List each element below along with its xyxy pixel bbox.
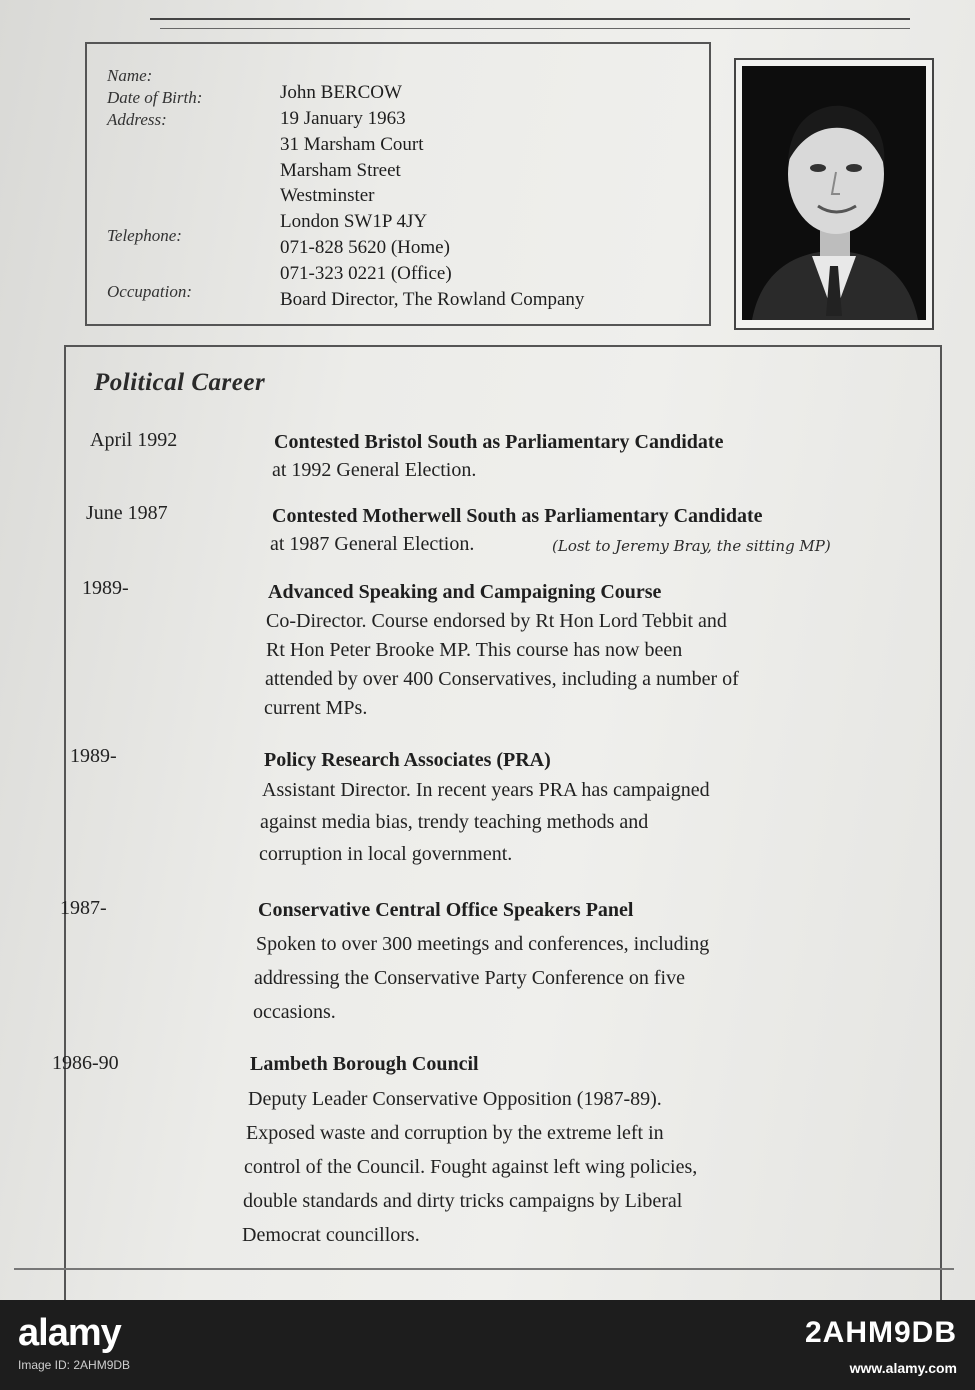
- address-label: Address:: [107, 110, 167, 129]
- entry-line: Co-Director. Course endorsed by Rt Hon Lord Tebbit and: [266, 610, 727, 632]
- watermark-code: 2AHM9DB: [804, 1316, 957, 1349]
- address-line: London SW1P 4JY: [280, 211, 428, 232]
- entry-line: against media bias, trendy teaching methods and: [260, 811, 649, 833]
- entry-line: Spoken to over 300 meetings and conferences, including: [256, 933, 710, 955]
- entry-line: occasions.: [253, 1001, 336, 1023]
- bottom-rule: [14, 1268, 954, 1270]
- address-line: Westminster: [280, 185, 375, 206]
- address-line: Marsham Street: [280, 160, 401, 181]
- entry-line: current MPs.: [264, 697, 368, 719]
- entry-heading: Conservative Central Office Speakers Panel: [258, 899, 634, 921]
- name-label: Name:: [107, 66, 153, 85]
- entry-line: double standards and dirty tricks campaigns by Liberal: [243, 1190, 683, 1212]
- name-value: John BERCOW: [280, 82, 402, 103]
- entry-heading: Policy Research Associates (PRA): [264, 749, 551, 771]
- entry-line: corruption in local government.: [259, 843, 513, 865]
- handwritten-note: (Lost to Jeremy Bray, the sitting MP): [552, 537, 831, 555]
- portrait-photo: [742, 66, 926, 320]
- address-line: 31 Marsham Court: [280, 134, 424, 155]
- top-rule: [150, 18, 910, 20]
- entry-line: Democrat councillors.: [242, 1224, 420, 1246]
- watermark-logo: alamy: [18, 1312, 121, 1354]
- entry-date: 1987-: [60, 897, 107, 919]
- watermark-image-id: Image ID: 2AHM9DB: [18, 1358, 131, 1372]
- entry-date: June 1987: [86, 502, 168, 524]
- entry-date: 1986-90: [52, 1052, 119, 1074]
- entry-date: 1989-: [82, 577, 129, 599]
- portrait-photo-frame: [734, 58, 934, 330]
- occupation-label: Occupation:: [107, 282, 192, 301]
- entry-line: at 1992 General Election.: [272, 459, 477, 481]
- entry-line: Assistant Director. In recent years PRA has campaigned: [262, 779, 710, 801]
- entry-line: attended by over 400 Conservatives, including a number of: [265, 668, 739, 690]
- entry-line: Exposed waste and corruption by the extreme left in: [246, 1122, 664, 1144]
- occupation-value: Board Director, The Rowland Company: [280, 289, 585, 310]
- dob-label: Date of Birth:: [107, 88, 203, 107]
- entry-heading: Advanced Speaking and Campaigning Course: [268, 581, 662, 603]
- political-career-box: [52, 345, 942, 1300]
- entry-date: 1989-: [70, 745, 117, 767]
- entry-heading: Contested Motherwell South as Parliamentary Candidate: [272, 505, 763, 527]
- bio-box: [85, 42, 711, 326]
- entry-line: control of the Council. Fought against left wing policies,: [244, 1156, 698, 1178]
- telephone-line: 071-828 5620 (Home): [280, 237, 450, 258]
- entry-heading: Lambeth Borough Council: [250, 1053, 479, 1075]
- telephone-line: 071-323 0221 (Office): [280, 263, 452, 284]
- telephone-label: Telephone:: [107, 226, 182, 245]
- watermark-url: www.alamy.com: [849, 1360, 957, 1376]
- top-rule-thin: [160, 28, 910, 29]
- entry-line: addressing the Conservative Party Conference on five: [254, 967, 685, 989]
- entry-heading: Contested Bristol South as Parliamentary Candidate: [274, 431, 724, 453]
- entry-line: Deputy Leader Conservative Opposition (1987-89).: [248, 1088, 662, 1110]
- entry-line: Rt Hon Peter Brooke MP. This course has now been: [266, 639, 683, 661]
- entry-date: April 1992: [90, 429, 178, 451]
- entry-line: at 1987 General Election.: [270, 533, 475, 555]
- section-title: Political Career: [94, 369, 266, 396]
- dob-value: 19 January 1963: [280, 108, 406, 129]
